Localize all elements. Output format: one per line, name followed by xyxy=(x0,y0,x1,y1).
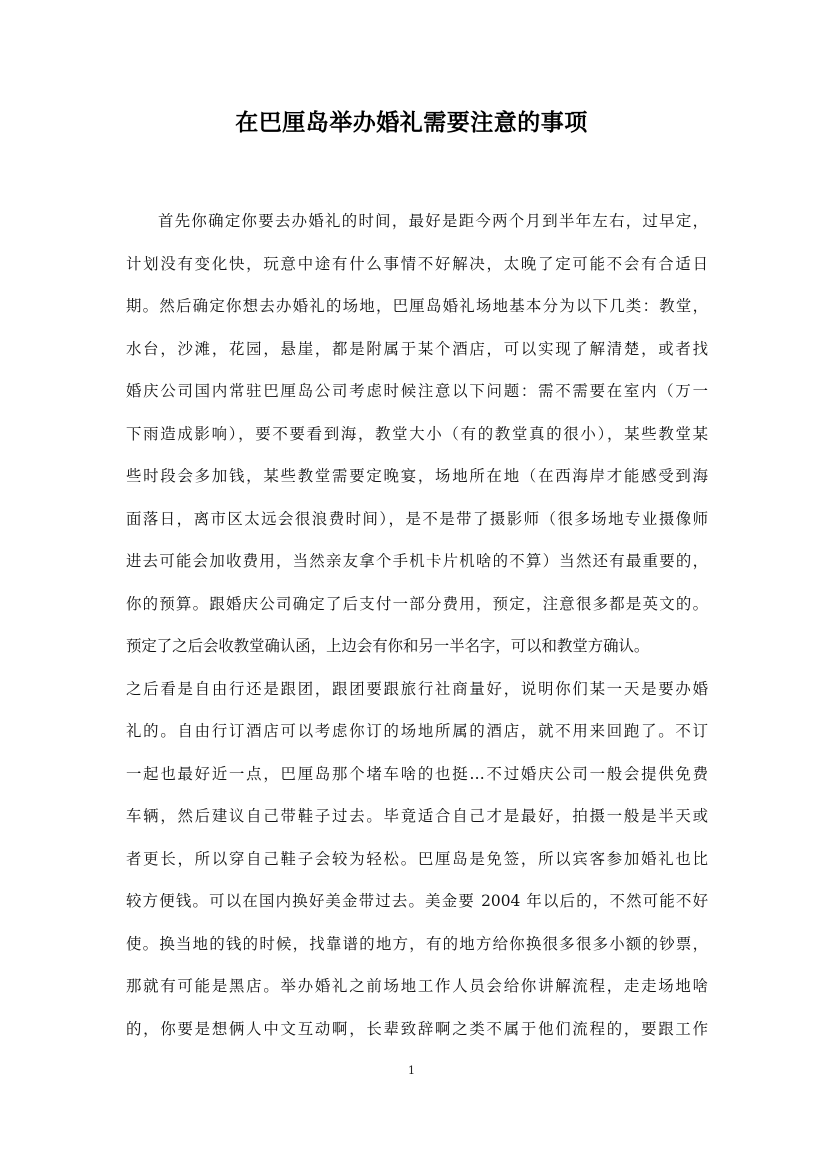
text-line: 者更长，所以穿自己鞋子会较为轻松。巴厘岛是免签，所以宾客参加婚礼也比 xyxy=(126,849,708,868)
text-line: 首先你确定你要去办婚礼的时间，最好是距今两个月到半年左右，过早定， xyxy=(158,212,708,230)
text-line: 车辆，然后建议自己带鞋子过去。毕竟适合自己才是最好，拍摄一般是半天或 xyxy=(126,807,708,825)
text-line: 之后看是自由行还是跟团，跟团要跟旅行社商量好，说明你们某一天是要办婚 xyxy=(126,679,708,698)
text-line: 水台，沙滩，花园，悬崖，都是附属于某个酒店，可以实现了解清楚，或者找 xyxy=(126,339,708,358)
text-line: 使。换当地的钱的时候，找靠谱的地方，有的地方给你换很多很多小额的钞票， xyxy=(126,934,708,953)
text-line: 你的预算。跟婚庆公司确定了后支付一部分费用，预定，注意很多都是英文的。 xyxy=(126,594,708,613)
text-line: 面落日，离市区太远会很浪费时间），是不是带了摄影师（很多场地专业摄像师 xyxy=(126,509,708,528)
text-line: 些时段会多加钱，某些教堂需要定晚宴，场地所在地（在西海岸才能感受到海 xyxy=(126,467,708,485)
text-line: 那就有可能是黑店。举办婚礼之前场地工作人员会给你讲解流程，走走场地啥 xyxy=(126,977,708,995)
text-line: 的，你要是想俩人中文互动啊，长辈致辞啊之类不属于他们流程的，要跟工作 xyxy=(126,1019,708,1038)
text-line: 婚庆公司国内常驻巴厘岛公司考虑时候注意以下问题：需不需要在室内（万一 xyxy=(126,382,708,400)
text-line: 期。然后确定你想去办婚礼的场地，巴厘岛婚礼场地基本分为以下几类：教堂， xyxy=(126,297,708,315)
text-line: 预定了之后会收教堂确认函，上边会有你和另一半名字，可以和教堂方确认。 xyxy=(126,637,650,655)
page-number: 1 xyxy=(408,1064,415,1077)
text-line: 一起也最好近一点，巴厘岛那个堵车啥的也挺…不过婚庆公司一般会提供免费 xyxy=(126,764,708,783)
text-line: 下雨造成影响），要不要看到海，教堂大小（有的教堂真的很小），某些教堂某 xyxy=(126,424,708,443)
text-line: 礼的。自由行订酒店可以考虑你订的场地所属的酒店，就不用来回跑了。不订 xyxy=(126,722,708,740)
text-line: 较方便钱。可以在国内换好美金带过去。美金要 2004 年以后的，不然可能不好 xyxy=(126,892,708,910)
body-paragraph xyxy=(126,207,708,1057)
document-title: 在巴厘岛举办婚礼需要注意的事项 xyxy=(235,109,588,136)
text-line: 进去可能会加收费用，当然亲友拿个手机卡片机啥的不算）当然还有最重要的， xyxy=(126,552,708,570)
text-line: 计划没有变化快，玩意中途有什么事情不好解决，太晚了定可能不会有合适日 xyxy=(126,254,708,273)
